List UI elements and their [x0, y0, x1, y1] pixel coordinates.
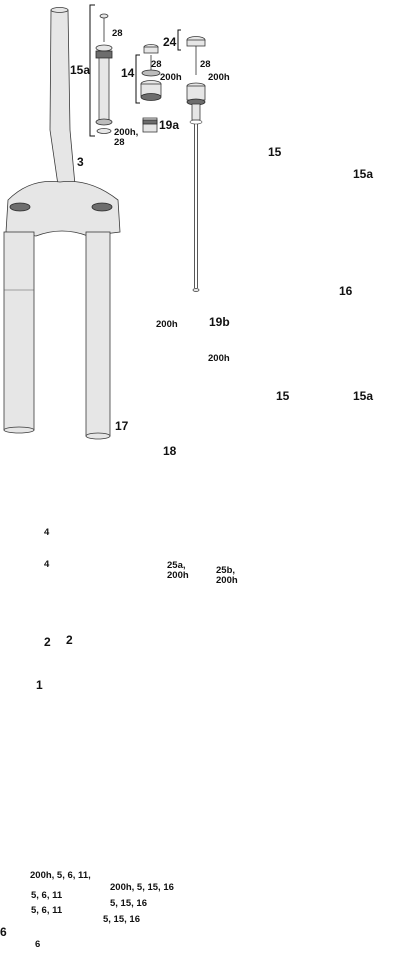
damper-cartridge-15a-top — [90, 5, 112, 136]
callout-14: 14 — [121, 66, 135, 80]
callout-200h-a: 200h — [160, 72, 182, 83]
callout-24: 24 — [163, 35, 177, 49]
callout-5-6-11-a: 5, 6, 11 — [31, 890, 63, 901]
callout-200h-5-15-16: 200h, 5, 15, 16 — [110, 882, 174, 893]
callout-19a: 19a — [159, 118, 180, 132]
assembly-14 — [136, 45, 161, 133]
callout-25a: 25a, 200h — [167, 560, 189, 581]
callout-2-b: 2 — [66, 633, 73, 647]
callout-5-6-11-b: 5, 6, 11 — [31, 905, 63, 916]
callout-200h-b: 200h — [208, 72, 230, 83]
callout-6-right: 6 — [35, 939, 41, 950]
callout-5-15-16-a: 5, 15, 16 — [110, 898, 147, 909]
callout-18: 18 — [163, 444, 177, 458]
callout-200h-28: 200h, 28 — [114, 127, 139, 148]
callout-200h-5-6-11: 200h, 5, 6, 11, — [30, 870, 91, 881]
callout-17: 17 — [115, 419, 129, 433]
callout-15-inset: 15 — [268, 145, 282, 159]
callout-16: 16 — [339, 284, 353, 298]
callout-2-a: 2 — [44, 635, 51, 649]
callout-6-left: 6 — [0, 925, 7, 939]
callout-1: 1 — [36, 678, 43, 692]
callout-15-inset-lower: 15 — [276, 389, 290, 403]
callout-3: 3 — [77, 155, 84, 169]
callout-28-c: 28 — [200, 59, 211, 70]
callout-19b: 19b — [209, 315, 230, 329]
callout-200h-c: 200h — [156, 319, 178, 330]
callout-15a-inset: 15a — [353, 167, 374, 181]
callout-4-a: 4 — [44, 527, 50, 538]
callout-28-b: 28 — [151, 59, 162, 70]
callout-5-15-16-b: 5, 15, 16 — [103, 914, 140, 925]
callout-200h-d: 200h — [208, 353, 230, 364]
callout-25b: 25b, 200h — [216, 565, 238, 586]
callout-4-b: 4 — [44, 559, 50, 570]
callout-28-a: 28 — [112, 28, 123, 39]
callout-15a-top: 15a — [70, 63, 91, 77]
callout-15a-inset-lower: 15a — [353, 389, 374, 403]
